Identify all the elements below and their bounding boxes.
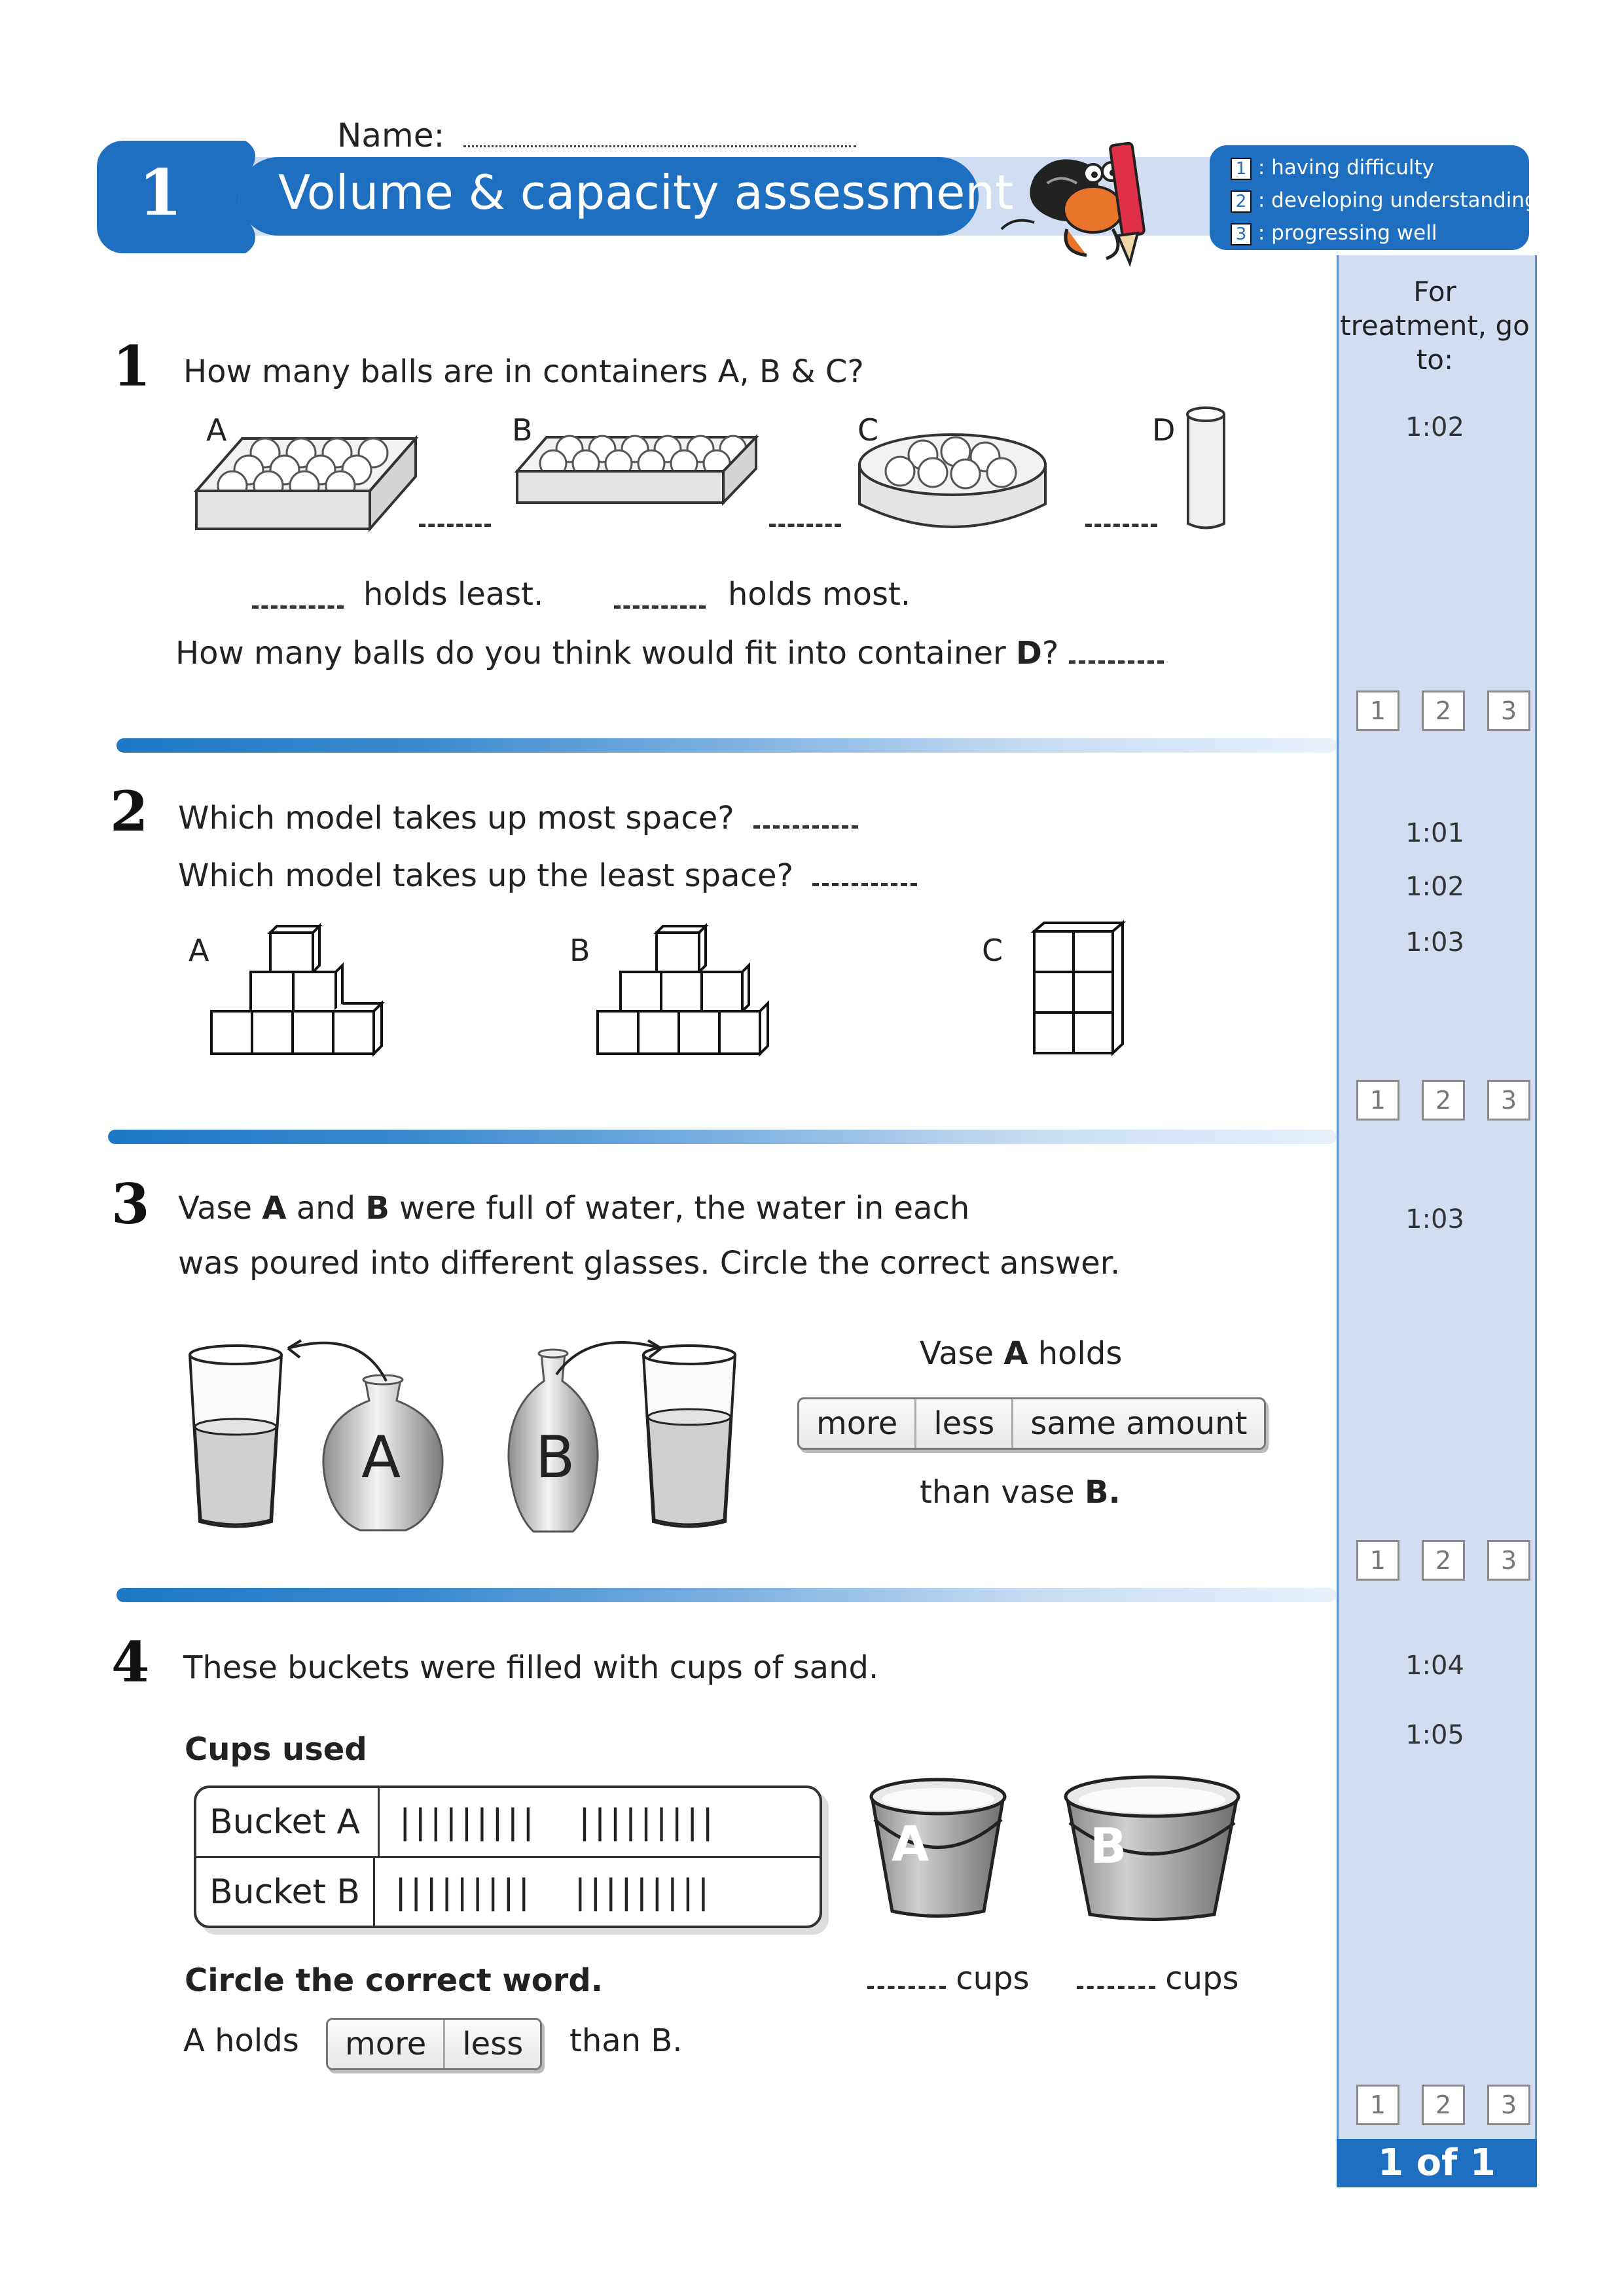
circle-instruction: Circle the correct word.: [185, 1962, 603, 1999]
q2-question-2: [178, 857, 917, 894]
q2-question-2-text: Which model takes up the least space?: [178, 857, 793, 894]
bucket-label-b: B: [1090, 1818, 1127, 1874]
bucket-b-cups: [1077, 1960, 1239, 1997]
choice-less[interactable]: less: [916, 1399, 1013, 1448]
bucket-label-a: A: [892, 1816, 929, 1873]
legend-item-3: [1231, 217, 1437, 249]
treatment-ref: 1:05: [1405, 1720, 1464, 1750]
container-label-b: B: [512, 412, 533, 448]
container-c-round: [854, 425, 1051, 537]
legend-num: 1: [1231, 158, 1252, 180]
legend-text: : having difficulty: [1257, 156, 1435, 179]
score-box-2[interactable]: 2: [1422, 1540, 1465, 1581]
score-boxes-q3: [1356, 1540, 1530, 1581]
bucket-a-cups: [867, 1960, 1030, 1997]
answer-blank-a[interactable]: [419, 517, 491, 527]
container-d-tube: [1185, 403, 1231, 533]
container-d-blank[interactable]: [1069, 654, 1164, 664]
cube-model-b: [594, 920, 778, 1064]
score-box-2[interactable]: 2: [1422, 1080, 1465, 1121]
q3-text: holds: [1028, 1335, 1123, 1372]
score-box-1[interactable]: 1: [1356, 1540, 1399, 1581]
model-label-a: A: [189, 933, 209, 968]
legend-text: : progressing well: [1257, 221, 1437, 245]
vase-label-b: B: [535, 1424, 575, 1491]
cups-used-heading: Cups used: [185, 1731, 367, 1768]
q2-question-1: [178, 800, 858, 836]
score-box-2[interactable]: 2: [1422, 2085, 1465, 2125]
question-number: 3: [111, 1172, 150, 1236]
bucket-a-label: Bucket A: [196, 1788, 380, 1856]
score-box-3[interactable]: 3: [1487, 1080, 1530, 1121]
cube-model-a: [208, 920, 391, 1064]
section-divider: [108, 1130, 1337, 1144]
treatment-ref: 1:04: [1405, 1651, 1464, 1681]
most-space-blank[interactable]: [753, 819, 858, 829]
page-indicator: 1 of 1: [1337, 2139, 1537, 2187]
a-holds-text: A holds: [183, 2022, 299, 2059]
least-space-blank[interactable]: [812, 876, 917, 886]
legend-item-2: [1231, 185, 1538, 216]
legend-item-1: [1231, 152, 1434, 183]
bucket-b-label: Bucket B: [196, 1858, 375, 1926]
treatment-ref: 1:02: [1405, 412, 1464, 442]
cups-word: cups: [1165, 1960, 1239, 1997]
page-title: Volume & capacity assessment: [278, 165, 1014, 220]
most-blank[interactable]: [614, 599, 706, 609]
tally-table: [194, 1785, 822, 1928]
question-number: 4: [111, 1630, 150, 1695]
q2-question-1-text: Which model takes up most space?: [178, 800, 734, 836]
tally-row-a: [196, 1788, 820, 1858]
least-blank[interactable]: [252, 599, 344, 609]
bucket-b: [1054, 1767, 1250, 1924]
treatment-ref: 1:03: [1405, 1204, 1464, 1234]
question-number: 1: [113, 334, 151, 399]
question-number: 2: [110, 779, 149, 844]
q3-line-1: [178, 1190, 969, 1227]
score-boxes-q1: [1356, 691, 1530, 731]
q3-bold: A: [1003, 1335, 1028, 1372]
score-boxes-q4: [1356, 2085, 1530, 2125]
bucket-a-cups-blank[interactable]: [867, 1979, 946, 1989]
section-divider: [117, 1588, 1337, 1602]
treatment-ref: 1:01: [1405, 818, 1464, 848]
container-label-c: C: [857, 412, 879, 448]
vase-a-holds: [920, 1335, 1122, 1372]
q1-question-2: [175, 635, 1164, 672]
treatment-label: For treatment, go to:: [1340, 276, 1530, 376]
q3-bold: B.: [1084, 1474, 1121, 1511]
holds-least-text: holds least.: [363, 576, 544, 613]
choice-more[interactable]: more: [328, 2020, 445, 2068]
treatment-ref: 1:03: [1405, 927, 1464, 958]
legend-text: : developing understanding: [1257, 188, 1538, 212]
score-boxes-q2: [1356, 1080, 1530, 1121]
legend-num: 3: [1231, 223, 1252, 245]
score-box-3[interactable]: 3: [1487, 691, 1530, 731]
section-divider: [117, 738, 1337, 753]
q3-text: and: [286, 1190, 366, 1227]
model-label-c: C: [982, 933, 1003, 968]
answer-blank-c[interactable]: [1085, 517, 1157, 527]
answer-blank-b[interactable]: [769, 517, 841, 527]
q1-question-2-end: ?: [1041, 635, 1059, 672]
choice-same-amount[interactable]: same amount: [1030, 1405, 1248, 1442]
choice-more[interactable]: more: [799, 1399, 916, 1448]
holds-most-text: holds most.: [728, 576, 911, 613]
than-vase-b: [920, 1474, 1121, 1511]
cube-model-c: [1031, 920, 1136, 1064]
bucket-b-cups-blank[interactable]: [1077, 1979, 1155, 1989]
tally-row-b: [196, 1858, 820, 1926]
container-label-a: A: [206, 412, 227, 448]
hermit-crab-mascot: [995, 137, 1165, 268]
bucket-a: [863, 1770, 1017, 1921]
q3-text: Vase: [178, 1190, 262, 1227]
q3-text: Vase: [920, 1335, 1004, 1372]
q1-question-2-bold: D: [1015, 635, 1042, 672]
pour-arrow-b: [550, 1322, 681, 1388]
q3-line-2: was poured into different glasses. Circle the correct answer.: [178, 1245, 1121, 1282]
score-box-1[interactable]: 1: [1356, 2085, 1399, 2125]
q3-bold: A: [262, 1190, 287, 1227]
cups-word: cups: [956, 1960, 1030, 1997]
than-b-text: than B.: [569, 2022, 683, 2059]
q3-text: than vase: [920, 1474, 1085, 1511]
treatment-ref: 1:02: [1405, 872, 1464, 902]
vase-label-a: A: [361, 1424, 401, 1491]
q4-question: These buckets were filled with cups of sand.: [183, 1649, 879, 1686]
q3-bold: B: [365, 1190, 389, 1227]
choice-less[interactable]: less: [462, 2026, 524, 2062]
bucket-b-tally: ||||||||| |||||||||: [395, 1873, 713, 1912]
bucket-a-tally: ||||||||| |||||||||: [399, 1803, 717, 1842]
q3-text: were full of water, the water in each: [389, 1190, 970, 1227]
container-label-d: D: [1152, 412, 1176, 448]
q4-choice-group: [326, 2018, 542, 2070]
unit-number: 1: [138, 156, 183, 230]
q3-choice-group: [797, 1397, 1266, 1450]
score-box-2[interactable]: 2: [1422, 691, 1465, 731]
q1-question: How many balls are in containers A, B & C?: [183, 353, 864, 390]
model-label-b: B: [569, 933, 590, 968]
score-box-1[interactable]: 1: [1356, 691, 1399, 731]
score-box-3[interactable]: 3: [1487, 1540, 1530, 1581]
score-box-3[interactable]: 3: [1487, 2085, 1530, 2125]
q1-question-2-text: How many balls do you think would fit into container: [175, 635, 1016, 672]
name-label: Name:: [337, 117, 445, 154]
container-a-tray: [193, 425, 422, 537]
legend-num: 2: [1231, 190, 1252, 213]
container-b-tray: [514, 425, 763, 511]
name-field[interactable]: [463, 145, 856, 147]
score-box-1[interactable]: 1: [1356, 1080, 1399, 1121]
pour-arrow-a: [262, 1322, 393, 1388]
